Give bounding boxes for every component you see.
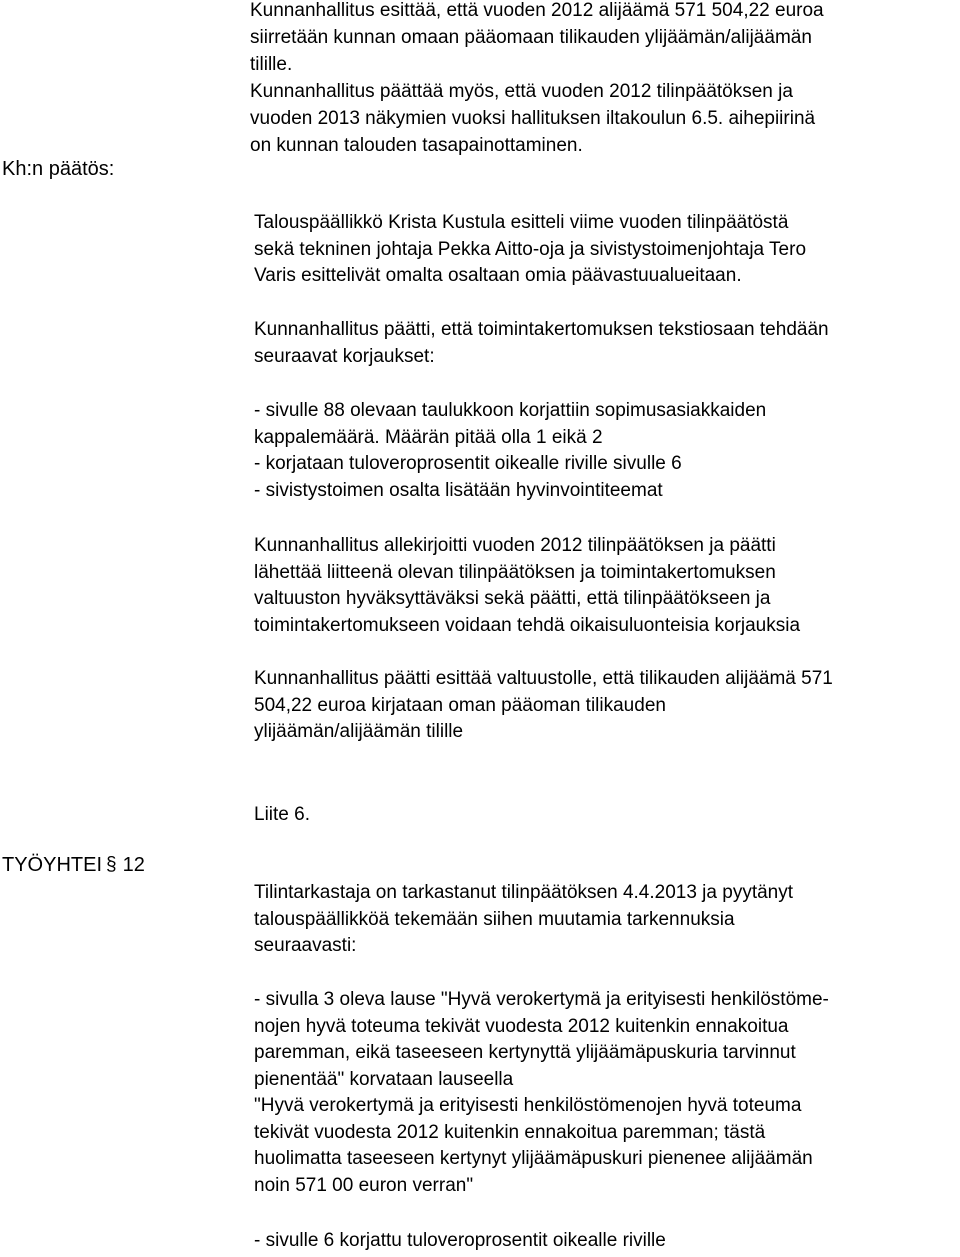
attachment-reference: Liite 6. <box>254 804 310 825</box>
section-number: 12 <box>122 854 145 876</box>
text-line: ylijäämän/alijäämän tilille <box>254 721 464 742</box>
text-line: Kunnanhallitus päättää myös, että vuoden 2012 tilinpäätöksen ja <box>250 81 793 102</box>
text-line: tekivät vuodesta 2012 kuitenkin ennakoitua paremman; tästä <box>254 1121 766 1143</box>
text-line: "Hyvä verokertymä ja erityisesti henkilöstömenojen hyvä toteuma <box>254 1095 802 1116</box>
text-line: paremman, eikä taseeseen kertynyttä ylijäämäpuskuria tarvinnut <box>254 1042 796 1063</box>
decision-label: Kh:n päätös: <box>2 158 115 180</box>
text-line: Kunnanhallitus päätti, että toimintakertomuksen tekstiosaan tehdään <box>254 319 829 340</box>
text-line: seuraavasti: <box>254 935 357 956</box>
text-line: Tilintarkastaja on tarkastanut tilinpäätöksen 4.4.2013 ja pyytänyt <box>254 882 794 903</box>
section-heading <box>2 852 145 879</box>
text-line: Varis esittelivät omalta osaltaan omia päävastuualueitaan. <box>254 265 742 286</box>
corrections-intro-paragraph <box>254 317 829 370</box>
auditor-paragraph <box>254 880 793 960</box>
text-line: toimintakertomukseen voidaan tehdä oikaisuluonteisia korjauksia <box>254 614 801 636</box>
text-line: sekä tekninen johtaja Pekka Aitto-oja ja sivistystoimenjohtaja Tero <box>254 238 807 260</box>
list-item: kappalemäärä. Määrän pitää olla 1 eikä 2 <box>254 426 603 448</box>
text-line: noin 571 00 euron verran" <box>254 1174 474 1196</box>
text-line: siirretään kunnan omaan pääomaan tilikauden ylijäämän/alijäämän <box>250 27 812 48</box>
proposal-paragraph <box>250 0 824 159</box>
text-line: valtuuston hyväksyttäväksi sekä päätti, että tilinpäätökseen ja <box>254 588 771 609</box>
text-line: Kunnanhallitus esittää, että vuoden 2012 alijäämä 571 504,22 euroa <box>250 0 824 21</box>
text-line: nojen hyvä toteuma tekivät vuodesta 2012 kuitenkin ennakoitua <box>254 1015 789 1037</box>
text-line: talouspäällikköä tekemään siihen muutamia tarkennuksia <box>254 908 735 930</box>
council-proposal-paragraph <box>254 666 833 746</box>
text-line: vuoden 2013 näkymien vuoksi hallituksen iltakoulun 6.5. aihepiirinä <box>250 108 816 129</box>
text-line: tilille. <box>250 54 293 75</box>
section-heading-text: TYÖYHTEI <box>2 854 103 876</box>
text-line: - sivulla 3 oleva lause "Hyvä verokertymä ja erityisesti henkilöstöme- <box>254 989 829 1010</box>
list-item: - sivistystoimen osalta lisätään hyvinvointiteemat <box>254 479 663 501</box>
corrections-list <box>254 398 766 504</box>
text-line: pienentää" korvataan lauseella <box>254 1068 514 1090</box>
text-line: seuraavat korjaukset: <box>254 345 435 367</box>
text-line: Kunnanhallitus allekirjoitti vuoden 2012 tilinpäätöksen ja päätti <box>254 535 776 556</box>
text-line: on kunnan talouden tasapainottaminen. <box>250 135 583 156</box>
text-line: Talouspäällikkö Krista Kustula esitteli viime vuoden tilinpäätöstä <box>254 212 789 233</box>
text-line: lähettää liitteenä olevan tilinpäätöksen ja toimintakertomuksen <box>254 561 776 583</box>
signing-paragraph <box>254 533 800 639</box>
section-sign: § <box>106 854 117 875</box>
list-item: - korjataan tuloveroprosentit oikealle riville sivulle 6 <box>254 453 682 474</box>
presentation-paragraph <box>254 210 806 290</box>
text-line: Kunnanhallitus päätti esittää valtuustolle, että tilikauden alijäämä 571 <box>254 668 833 689</box>
text-line: 504,22 euroa kirjataan oman pääoman tilikauden <box>254 694 666 716</box>
text-line: huolimatta taseeseen kertynyt ylijäämäpuskuri pienenee alijäämän <box>254 1148 813 1169</box>
page6-correction-item: - sivulle 6 korjattu tuloveroprosentit oikealle riville <box>254 1230 666 1251</box>
page3-correction-paragraph <box>254 987 829 1199</box>
list-item: - sivulle 88 olevaan taulukkoon korjattiin sopimusasiakkaiden <box>254 400 767 421</box>
